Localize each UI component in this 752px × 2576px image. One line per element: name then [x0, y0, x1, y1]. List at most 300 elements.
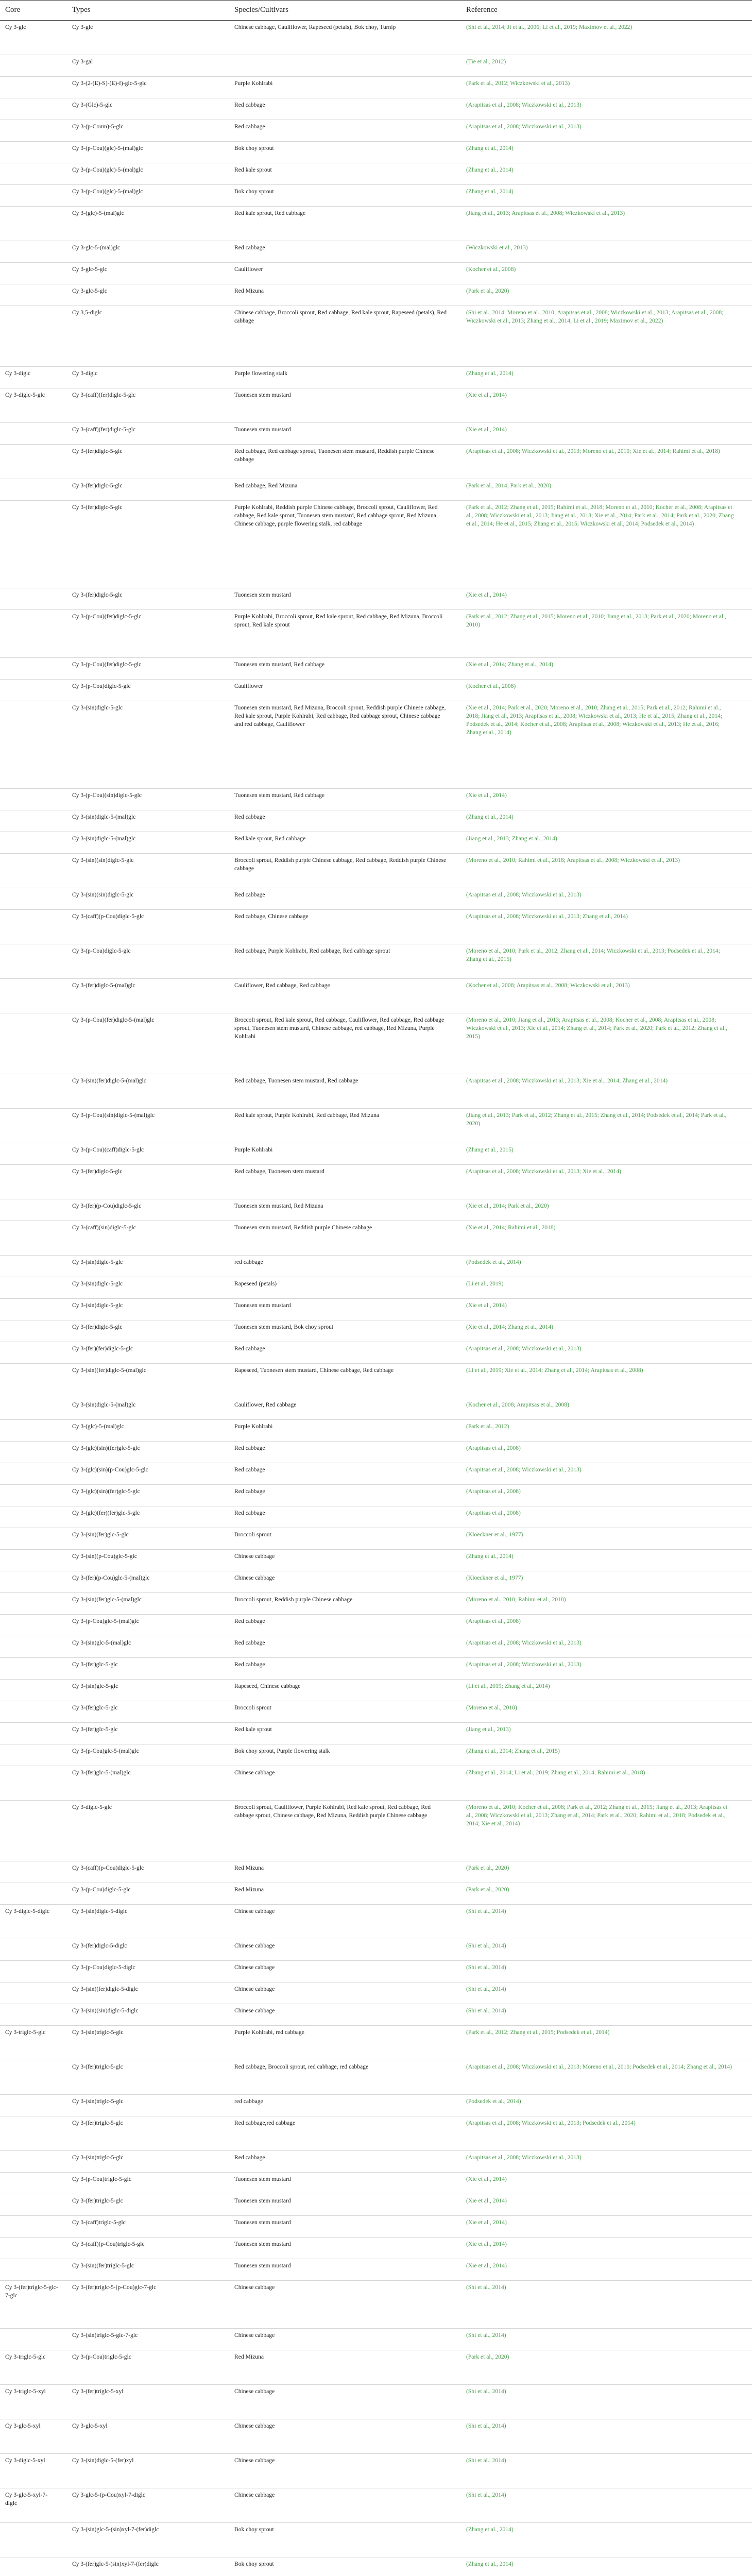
table-row: [0, 1013, 752, 1074]
reference-cell: (Jiang et al., 2013; Zhang et al., 2014): [466, 835, 557, 842]
table-row: [0, 2194, 752, 2216]
species-cell: Bok choy sprout: [234, 145, 274, 151]
header-reference: Reference: [466, 6, 498, 14]
table-row: [0, 2385, 752, 2419]
core-cell: Cy 3-diglc: [5, 370, 31, 377]
type-cell: Cy 3-(fer)(p-Cou)glc-5-(mal)glc: [72, 1574, 150, 1581]
type-cell: Cy 3-(p-Cou)(fer)diglc-5-(mal)glc: [72, 1016, 155, 1023]
reference-cell: (Tie et al., 2012): [466, 58, 506, 65]
type-cell: Cy 3-(glc)-5-(mal)glc: [72, 1423, 124, 1430]
type-cell: Cy 3-(p-Cou)glc-5-(mal)glc: [72, 1618, 139, 1624]
species-cell: Tuonesen stem mustard, Red Mizuna: [234, 1202, 323, 1209]
table-row: [0, 2329, 752, 2350]
table-row: [0, 701, 752, 789]
reference-cell: (Xie et al., 2014; Zhang et al., 2014): [466, 661, 554, 668]
type-cell: Cy 3-(caff)(fer)diglc-5-glc: [72, 392, 136, 398]
reference-cell: (Park et al., 2020): [466, 1865, 509, 1871]
type-cell: Cy 3-glc: [72, 24, 93, 30]
table-row: [0, 388, 752, 423]
core-cell: Cy 3-glc-5-xyl: [5, 2422, 41, 2429]
type-cell: Cy 3-(fer)diglc-5-glc: [72, 504, 123, 511]
type-cell: Cy 3-(fer)diglc-5-glc: [72, 1324, 123, 1330]
type-cell: Cy 3-(p-Cou)diglc-5-glc: [72, 947, 131, 954]
core-cell: Cy 3-triglc-5-xyl: [5, 2388, 46, 2395]
species-cell: Tuonesen stem mustard: [234, 1302, 291, 1309]
type-cell: Cy 3-(p-Cou)glc-5-(mal)glc: [72, 1748, 139, 1754]
table-body: [0, 21, 752, 2576]
table-row: [0, 163, 752, 185]
table-row: [0, 2216, 752, 2238]
species-cell: Chinese cabbage: [234, 2007, 275, 2014]
reference-cell: (Podsedek et al., 2014): [466, 2098, 521, 2105]
species-cell: Red cabbage: [234, 1445, 265, 1451]
table-row: [0, 284, 752, 306]
species-cell: Chinese cabbage: [234, 1964, 275, 1971]
type-cell: Cy 3-(Glc)-5-glc: [72, 101, 113, 108]
reference-cell: (Moreno et al., 2010): [466, 1704, 517, 1711]
reference-cell: (Shi et al., 2014): [466, 2457, 506, 2464]
reference-cell: (Zhang et al., 2014; Zhang et al., 2015): [466, 1748, 560, 1754]
type-cell: Cy 3-(sin)(fer)triglc-5-glc: [72, 2262, 134, 2269]
table-row: [0, 1961, 752, 1982]
reference-cell: (Zhang et al., 2014): [466, 2561, 514, 2567]
core-cell: Cy 3-triglc-5-glc: [5, 2029, 46, 2036]
species-cell: Red cabbage, Tuonesen stem mustard: [234, 1168, 324, 1175]
species-cell: Red cabbage, Tuonesen stem mustard, Red cabbage: [234, 1077, 358, 1084]
table-row: [0, 501, 752, 588]
table-row: [0, 1701, 752, 1723]
species-cell: Red cabbage,red cabbage: [234, 2120, 296, 2126]
reference-cell: (Xie et al., 2014; Park et al., 2020; Moreno et al., 2010; Zhang et al., 2015; Park et al., 2012; Rahimi et al., 2018; Jiang et al., 2013; Arapitsas et al., 2008; Wiczkowski et al., 2013; He et al., 2015; Zhang et al., 2014; Podsedek et al., 2014; Kocher et al., 2008; Arapitsas et al., 2008; Wiczkowski et al., 2013; He et al., 2016; Zhang et al., 2014): [466, 704, 723, 736]
table-row: [0, 2116, 752, 2151]
table-row: [0, 2281, 752, 2329]
species-cell: Red kale sprout: [234, 166, 272, 173]
type-cell: Cy 3-(sin)diglc-5-(fer)xyl: [72, 2457, 134, 2464]
species-cell: Chinese cabbage: [234, 2284, 275, 2291]
table-row: [0, 1221, 752, 1256]
table-row: [0, 1658, 752, 1680]
type-cell: Cy 3-(p-Cou)(sin)diglc-5-(mal)glc: [72, 1112, 155, 1118]
type-cell: Cy 3-(sin)triglc-5-glc-7-glc: [72, 2332, 138, 2338]
reference-cell: (Xie et al., 2014; Rahimi et al., 2018): [466, 1224, 556, 1231]
table-row: [0, 241, 752, 263]
type-cell: Cy 3-(caff)(p-Cou)diglc-5-glc: [72, 1865, 144, 1871]
table-row: [0, 1420, 752, 1442]
type-cell: Cy 3-(sin)glc-5-glc: [72, 1683, 118, 1689]
reference-cell: (Shi et al., 2014): [466, 1942, 506, 1949]
table-row: [0, 2173, 752, 2194]
type-cell: Cy 3-(p-Cou)(glc)-5-(mal)glc: [72, 145, 143, 151]
type-cell: Cy 3-(fer)diglc-5-glc: [72, 591, 123, 598]
reference-cell: (Wiczkowski et al., 2013): [466, 244, 528, 251]
species-cell: Cauliflower, Red cabbage: [234, 1401, 297, 1408]
reference-cell: (Arapitsas et al., 2008; Wiczkowski et al., 2013; Moreno et al., 2010; Xie et al., 2014; Rahimi et al., 2018): [466, 448, 720, 454]
species-cell: Red cabbage, Red Mizuna: [234, 482, 298, 489]
species-cell: Broccoli sprout, Red kale sprout, Red cabbage, Cauliflower, Red cabbage, Red cabbage sprout, Tuonesen stem mustard, Chinese cabbage, red cabbage, Red Mizuna, Purple Kohlrabi: [234, 1016, 445, 1040]
type-cell: Cy 3-(sin)diglc-5-(mal)glc: [72, 835, 136, 842]
type-cell: Cy 3-(glc)(sin)(p-Cou)glc-5-glc: [72, 1466, 148, 1473]
reference-cell: (Zhang et al., 2015): [466, 1146, 514, 1153]
table-row: [0, 98, 752, 120]
type-cell: Cy 3-(sin)diglc-5-glc: [72, 1280, 123, 1287]
type-cell: Cy 3-(fer)diglc-5-glc: [72, 1168, 123, 1175]
reference-cell: (Xie et al., 2014): [466, 392, 507, 398]
reference-cell: (Xie et al., 2014): [466, 2197, 507, 2204]
table-row: [0, 1277, 752, 1299]
reference-cell: (Zhang et al., 2014; Li et al., 2019; Zhang et al., 2014; Rahimi et al., 2018): [466, 1769, 645, 1776]
table-row: [0, 367, 752, 388]
reference-cell: (Zhang et al., 2014): [466, 814, 514, 820]
reference-cell: (Shi et al., 2014): [466, 2284, 506, 2291]
species-cell: Tuonesen stem mustard: [234, 2197, 291, 2204]
reference-cell: (Li et al., 2019; Zhang et al., 2014): [466, 1683, 550, 1689]
species-cell: Rapeseed, Tuonesen stem mustard, Chinese cabbage, Red cabbage: [234, 1367, 394, 1374]
type-cell: Cy 3-(fer)triglc-5-xyl: [72, 2388, 124, 2395]
reference-cell: (Arapitsas et al., 2008): [466, 1510, 521, 1516]
type-cell: Cy 3-(fer)diglc-5-glc: [72, 448, 123, 454]
type-cell: Cy 3-(sin)diglc-5-glc: [72, 704, 123, 711]
core-cell: Cy 3-glc: [5, 24, 26, 30]
table-row: [0, 2419, 752, 2454]
reference-cell: (Kocher et al., 2008; Arapitsas et al., 2008; Wiczkowski et al., 2013): [466, 982, 630, 989]
table-row: [0, 1680, 752, 1701]
table-row: [0, 888, 752, 910]
type-cell: Cy 3-(sin)(p-Cou)glc-5-glc: [72, 1553, 137, 1560]
reference-cell: (Xie et al., 2014): [466, 2241, 507, 2247]
species-cell: Red cabbage: [234, 1661, 265, 1668]
reference-cell: (Zhang et al., 2014): [466, 145, 514, 151]
type-cell: Cy 3-(p-Cou)diglc-5-diglc: [72, 1964, 135, 1971]
species-cell: Chinese cabbage: [234, 2492, 275, 2498]
reference-cell: (Shi et al., 2014): [466, 2007, 506, 2014]
table-row: [0, 2454, 752, 2488]
type-cell: Cy 3-(p-Cou)(fer)diglc-5-glc: [72, 613, 142, 620]
table-row: [0, 1550, 752, 1571]
table-header: [0, 0, 752, 21]
table-row: [0, 944, 752, 979]
species-cell: Rapeseed, Chinese cabbage: [234, 1683, 301, 1689]
table-row: [0, 1398, 752, 1420]
species-cell: Red cabbage: [234, 1466, 265, 1473]
type-cell: Cy 3-glc-5-(p-Cou)xyl-7-diglc: [72, 2492, 145, 2498]
type-cell: Cy 3-gal: [72, 58, 93, 65]
type-cell: Cy 3-glc-5-(mal)glc: [72, 244, 121, 251]
table-row: [0, 1442, 752, 1463]
type-cell: Cy 3-(sin)triglc-5-glc: [72, 2098, 124, 2105]
type-cell: Cy 3-(fer)diglc-5-glc: [72, 482, 123, 489]
reference-cell: (Park et al., 2020): [466, 287, 509, 294]
reference-cell: (Moreno et al., 2010; Kocher et al., 2008; Park et al., 2012; Zhang et al., 2015; Jiang et al., 2013; Arapitsas et al., 2008; Wiczkowski et al., 2013; Zhang et al., 2014; Park et al., 2020; Rahimi et al., 2018; Podsedek et al., 2014; Xie et al., 2014): [466, 1804, 728, 1827]
type-cell: Cy 3-(fer)(p-Cou)diglc-5-glc: [72, 1202, 142, 1209]
table-row: [0, 445, 752, 479]
species-cell: Tuonesen stem mustard, Red cabbage: [234, 792, 325, 799]
type-cell: Cy 3-(glc)(sin)(fer)glc-5-glc: [72, 1445, 140, 1451]
species-cell: Bok choy sprout, Purple flowering stalk: [234, 1748, 330, 1754]
species-cell: red cabbage: [234, 1259, 263, 1265]
table-row: [0, 1528, 752, 1550]
table-row: [0, 2151, 752, 2173]
table-row: [0, 1485, 752, 1506]
table-row: [0, 2026, 752, 2060]
table-row: [0, 263, 752, 284]
species-cell: Purple Kohlrabi, Broccoli sprout, Red kale sprout, Red cabbage, Red Mizuna, Broccoli sprout, Red kale sprout: [234, 613, 443, 628]
type-cell: Cy 3-(sin)diglc-5-diglc: [72, 1908, 128, 1914]
table-row: [0, 789, 752, 810]
reference-cell: (Xie et al., 2014): [466, 2262, 507, 2269]
reference-cell: (Shi et al., 2014): [466, 2492, 506, 2498]
header-species: Species/Cultivars: [234, 6, 288, 14]
reference-cell: (Arapitsas et al., 2008; Wiczkowski et al., 2013): [466, 101, 582, 108]
core-cell: Cy 3-(fer)triglc-5-glc-7-glc: [5, 2284, 58, 2299]
type-cell: Cy 3-glc-5-xyl: [72, 2422, 108, 2429]
reference-cell: (Shi et al., 2014): [466, 2388, 506, 2395]
species-cell: Bok choy sprout: [234, 2561, 274, 2567]
type-cell: Cy 3-(caff)(sin)diglc-5-glc: [72, 1224, 136, 1231]
reference-cell: (Moreno et al., 2010; Rahimi et al., 2018; Arapitsas et al., 2008; Wiczkowski et al., 2013): [466, 857, 680, 863]
reference-cell: (Li et al., 2019): [466, 1280, 504, 1287]
species-cell: Tuonesen stem mustard: [234, 2241, 291, 2247]
reference-cell: (Shi et al., 2014; Ji et al., 2006; Li et al., 2019; Maximov et al., 2022): [466, 24, 633, 30]
species-cell: Red cabbage, Red cabbage sprout, Tuonesen stem mustard, Reddish purple Chinese cabbage: [234, 448, 435, 463]
reference-cell: (Xie et al., 2014): [466, 426, 507, 433]
table-row: [0, 1506, 752, 1528]
type-cell: Cy 3-(sin)triglc-5-glc: [72, 2154, 124, 2161]
reference-cell: (Xie et al., 2014; Zhang et al., 2014): [466, 1324, 554, 1330]
species-cell: Red cabbage: [234, 1510, 265, 1516]
species-cell: Chinese cabbage: [234, 2457, 275, 2464]
species-cell: Red kale sprout, Red cabbage: [234, 835, 306, 842]
reference-cell: (Park et al., 2012): [466, 1423, 509, 1430]
species-cell: red cabbage: [234, 2098, 263, 2105]
type-cell: Cy 3-(p-Cou)(fer)diglc-5-glc: [72, 661, 142, 668]
reference-cell: (Park et al., 2012; Zhang et al., 2015; Podsedek et al., 2014): [466, 2029, 610, 2036]
table-row: [0, 1801, 752, 1861]
reference-cell: (Arapitsas et al., 2008; Wiczkowski et al., 2013; Xie et al., 2014; Zhang et al., 2014): [466, 1077, 668, 1084]
table-row: [0, 1256, 752, 1277]
species-cell: Cauliflower: [234, 683, 263, 689]
table-row: [0, 1320, 752, 1342]
species-cell: Red cabbage: [234, 2154, 265, 2161]
type-cell: Cy 3-(sin)(sin)diglc-5-glc: [72, 857, 134, 863]
type-cell: Cy 3-(p-Cou)(glc)-5-(mal)glc: [72, 166, 143, 173]
table-row: [0, 479, 752, 501]
reference-cell: (Kocher et al., 2008; Arapitsas et al., 2008): [466, 1401, 569, 1408]
species-cell: Red Mizuna: [234, 287, 264, 294]
table-row: [0, 423, 752, 445]
table-row: [0, 810, 752, 832]
reference-cell: (Kocher et al., 2008): [466, 266, 516, 273]
table-row: [0, 1723, 752, 1744]
type-cell: Cy 3-(glc)(fer)(fer)glc-5-glc: [72, 1510, 140, 1516]
reference-cell: (Xie et al., 2014): [466, 591, 507, 598]
reference-cell: (Xie et al., 2014; Park et al., 2020): [466, 1202, 549, 1209]
species-cell: Chinese cabbage: [234, 1769, 275, 1776]
type-cell: Cy 3-(sin)diglc-5-glc: [72, 1302, 123, 1309]
reference-cell: (Arapitsas et al., 2008; Wiczkowski et al., 2013; Xie et al., 2014): [466, 1168, 622, 1175]
table-row: [0, 832, 752, 854]
reference-cell: (Xie et al., 2014): [466, 1302, 507, 1309]
reference-cell: (Arapitsas et al., 2008; Wiczkowski et al., 2013): [466, 1345, 582, 1352]
reference-cell: (Kloeckner et al., 1977): [466, 1574, 523, 1581]
reference-cell: (Arapitsas et al., 2008; Wiczkowski et al., 2013; Podsedek et al., 2014): [466, 2120, 636, 2126]
type-cell: Cy 3-(p-Coum)-5-glc: [72, 123, 124, 130]
type-cell: Cy 3-(p-Cou)(sin)diglc-5-glc: [72, 792, 142, 799]
core-cell: Cy 3-diglc-5-xyl: [5, 2457, 45, 2464]
reference-cell: (Arapitsas et al., 2008; Wiczkowski et al., 2013; Zhang et al., 2014): [466, 913, 628, 920]
table-row: [0, 1744, 752, 1766]
reference-cell: (Shi et al., 2014): [466, 2422, 506, 2429]
species-cell: Tuonesen stem mustard, Reddish purple Chinese cabbage: [234, 1224, 372, 1231]
species-cell: Red kale sprout, Red cabbage: [234, 210, 306, 216]
type-cell: Cy 3-(sin)diglc-5-(mal)glc: [72, 1401, 136, 1408]
reference-cell: (Shi et al., 2014): [466, 2332, 506, 2338]
species-cell: Red cabbage: [234, 814, 265, 820]
species-cell: Chinese cabbage, Broccoli sprout, Red cabbage, Red kale sprout, Rapeseed (petals), Red cabbage: [234, 309, 447, 324]
species-cell: Purple Kohlrabi: [234, 80, 273, 87]
type-cell: Cy 3-(sin)(fer)diglc-5-(mal)glc: [72, 1077, 146, 1084]
table-row: [0, 2488, 752, 2523]
type-cell: Cy 3-(p-Cou)(glc)-5-(mal)glc: [72, 188, 143, 195]
species-cell: Red cabbage, Chinese cabbage: [234, 913, 309, 920]
type-cell: Cy 3-(fer)triglc-5-glc: [72, 2197, 123, 2204]
type-cell: Cy 3-(sin)diglc-5-glc: [72, 1259, 123, 1265]
type-cell: Cy 3-(fer)(fer)diglc-5-glc: [72, 1345, 133, 1352]
reference-cell: (Zhang et al., 2014): [466, 1553, 514, 1560]
reference-cell: (Kocher et al., 2008): [466, 683, 516, 689]
type-cell: Cy 3-(sin)(fer)glc-5-(mal)glc: [72, 1596, 142, 1603]
reference-cell: (Arapitsas et al., 2008): [466, 1445, 521, 1451]
type-cell: Cy 3-(sin)(sin)diglc-5-glc: [72, 891, 134, 898]
species-cell: Chinese cabbage: [234, 1986, 275, 1992]
species-cell: Red cabbage, Broccoli sprout, red cabbage, red cabbage: [234, 2063, 369, 2070]
table-row: [0, 2060, 752, 2095]
species-cell: Chinese cabbage, Cauliflower, Rapeseed (petals), Bok choy, Turnip: [234, 24, 396, 30]
species-cell: Red Mizuna: [234, 1886, 264, 1893]
species-cell: Tuonesen stem mustard: [234, 2176, 291, 2182]
type-cell: Cy 3-(p-Cou)diglc-5-glc: [72, 683, 131, 689]
reference-cell: (Shi et al., 2014): [466, 1964, 506, 1971]
species-cell: Red Mizuna: [234, 2353, 264, 2360]
species-cell: Chinese cabbage: [234, 1553, 275, 1560]
table-row: [0, 142, 752, 163]
species-cell: Red cabbage: [234, 891, 265, 898]
type-cell: Cy 3-(sin)triglc-5-glc: [72, 2029, 124, 2036]
core-cell: Cy 3-diglc-5-glc: [5, 392, 45, 398]
species-cell: Red cabbage: [234, 244, 265, 251]
reference-cell: (Zhang et al., 2014): [466, 188, 514, 195]
reference-cell: (Arapitsas et al., 2008; Wiczkowski et al., 2013): [466, 2154, 582, 2161]
species-cell: Broccoli sprout: [234, 1531, 271, 1538]
table-row: [0, 979, 752, 1013]
reference-cell: (Park et al., 2012; Zhang et al., 2015; Rahimi et al., 2018; Moreno et al., 2010; Kocher et al., 2008; Arapitsas et al., 2008; Wiczkowski et al., 2013; Jiang et al., 2013; Xie et al., 2014; Park et al., 2014; Park et al., 2020; Zhang et al., 2014; He et al., 2015; Zhang et al., 2015; Wiczkowski et al., 2014; Podsedek et al., 2014): [466, 504, 734, 527]
reference-cell: (Xie et al., 2014): [466, 2176, 507, 2182]
core-cell: Cy 3-triglc-5-glc: [5, 2353, 46, 2360]
table-row: [0, 2095, 752, 2116]
species-cell: Broccoli sprout, Reddish purple Chinese cabbage, Red cabbage, Reddish purple Chinese cabbage: [234, 857, 447, 872]
reference-cell: (Zhang et al., 2014): [466, 370, 514, 377]
type-cell: Cy 3-diglc: [72, 370, 98, 377]
reference-cell: (Jiang et al., 2013; Arapitsas et al., 2008; Wiczkowski et al., 2013): [466, 210, 625, 216]
table-row: [0, 207, 752, 241]
type-cell: Cy 3-glc-5-glc: [72, 287, 107, 294]
type-cell: Cy 3-(fer)diglc-5-(mal)glc: [72, 982, 135, 989]
reference-cell: (Arapitsas et al., 2008; Wiczkowski et al., 2013): [466, 1466, 582, 1473]
species-cell: Red cabbage: [234, 1639, 265, 1646]
reference-cell: (Arapitsas et al., 2008; Wiczkowski et al., 2013): [466, 1639, 582, 1646]
species-cell: Red cabbage: [234, 1488, 265, 1495]
table-row: [0, 1593, 752, 1615]
reference-cell: (Xie et al., 2014): [466, 2219, 507, 2226]
species-cell: Purple Kohlrabi: [234, 1146, 273, 1153]
reference-cell: (Arapitsas et al., 2008): [466, 1488, 521, 1495]
type-cell: Cy 3-(sin)(fer)diglc-5-diglc: [72, 1986, 138, 1992]
species-cell: Chinese cabbage: [234, 2388, 275, 2395]
reference-cell: (Arapitsas et al., 2008; Wiczkowski et al., 2013; Moreno et al., 2010; Podsedek et al., 2014; Zhang et al., 2014): [466, 2063, 732, 2070]
reference-cell: (Jiang et al., 2013): [466, 1726, 511, 1733]
type-cell: Cy 3-(fer)glc-5-glc: [72, 1726, 118, 1733]
reference-cell: (Jiang et al., 2013; Park et al., 2012; Zhang et al., 2015; Zhang et al., 2014; Podsedek et al., 2014; Park et al., 2020): [466, 1112, 727, 1127]
reference-cell: (Arapitsas et al., 2008; Wiczkowski et al., 2013): [466, 1661, 582, 1668]
species-cell: Red cabbage: [234, 123, 265, 130]
reference-cell: (Zhang et al., 2014): [466, 2526, 514, 2533]
type-cell: Cy 3-(2-(E)-S)-(E)-f)-glc-5-glc: [72, 80, 147, 87]
type-cell: Cy 3-(fer)triglc-5-glc: [72, 2063, 123, 2070]
reference-cell: (Shi et al., 2014; Moreno et al., 2010; Arapitsas et al., 2008; Wiczkowski et al., 2013; Arapitsas et al., 2008; Wiczkowski et al., 2013; Zhang et al., 2014; Li et al., 2019; Maximov et al., 2022): [466, 309, 724, 324]
species-cell: Red Mizuna: [234, 1865, 264, 1871]
table-row: [0, 120, 752, 142]
table-row: [0, 2004, 752, 2026]
table-row: [0, 55, 752, 77]
table-row: [0, 1615, 752, 1636]
table-row: [0, 1165, 752, 1199]
table-row: [0, 1766, 752, 1801]
reference-cell: (Moreno et al., 2010; Park et al., 2012; Zhang et al., 2014; Wiczkowski et al., 2013; Podsedek et al., 2014; Zhang et al., 2015): [466, 947, 720, 962]
type-cell: Cy 3-(sin)(fer)diglc-5-(mal)glc: [72, 1367, 146, 1374]
species-cell: Cauliflower: [234, 266, 263, 273]
header-types: Types: [72, 6, 91, 14]
type-cell: Cy 3-(sin)(sin)diglc-5-diglc: [72, 2007, 139, 2014]
table-row: [0, 1636, 752, 1658]
species-cell: Purple flowering stalk: [234, 370, 288, 377]
table-row: [0, 306, 752, 367]
species-cell: Red cabbage: [234, 1345, 265, 1352]
reference-cell: (Podsedek et al., 2014): [466, 1259, 521, 1265]
type-cell: Cy 3-(sin)glc-5-(sin)xyl-7-(fer)diglc: [72, 2526, 159, 2533]
species-cell: Tuonesen stem mustard: [234, 426, 291, 433]
type-cell: Cy 3-(p-Cou)triglc-5-glc: [72, 2353, 131, 2360]
reference-cell: (Moreno et al., 2010; Jiang et al., 2013; Arapitsas et al., 2008; Kocher et al., 2008; Arapitsas et al., 2008; Wiczkowski et al., 2013; Xie et al., 2014; Zhang et al., 2014; Park et al., 2020; Park et al., 2012; Zhang et al., 2015): [466, 1016, 727, 1040]
type-cell: Cy 3-(caff)(p-Cou)triglc-5-glc: [72, 2241, 145, 2247]
type-cell: Cy 3-(p-Cou)diglc-5-glc: [72, 1886, 131, 1893]
reference-cell: (Zhang et al., 2014): [466, 166, 514, 173]
type-cell: Cy 3-(sin)diglc-5-(mal)glc: [72, 814, 136, 820]
table-row: [0, 1861, 752, 1883]
table-row: [0, 1143, 752, 1165]
table-row: [0, 1074, 752, 1109]
species-cell: Red kale sprout, Purple Kohlrabi, Red cabbage, Red Mizuna: [234, 1112, 380, 1118]
species-cell: Red kale sprout: [234, 1726, 272, 1733]
type-cell: Cy 3-(fer)glc-5-glc: [72, 1661, 118, 1668]
species-cell: Red cabbage: [234, 101, 265, 108]
table-row: [0, 21, 752, 55]
table-row: [0, 2557, 752, 2576]
type-cell: Cy 3-(sin)glc-5-(mal)glc: [72, 1639, 131, 1646]
species-cell: Tuonesen stem mustard, Red cabbage: [234, 661, 325, 668]
table-row: [0, 658, 752, 680]
species-cell: Broccoli sprout, Cauliflower, Purple Kohlrabi, Red kale sprout, Red cabbage, Red cabbage sprout, Chinese cabbage, Red Mizuna, Reddish purple Chinese cabbage: [234, 1804, 431, 1819]
species-cell: Cauliflower, Red cabbage, Red cabbage: [234, 982, 330, 989]
type-cell: Cy 3-(p-Cou)(caff)diglc-5-glc: [72, 1146, 144, 1153]
